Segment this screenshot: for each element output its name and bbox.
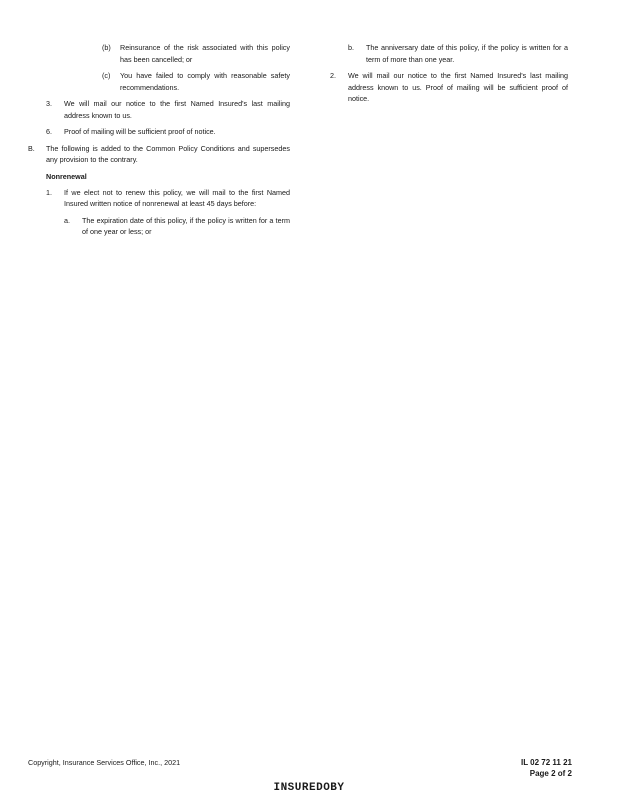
list-item-c	[28, 70, 290, 93]
section-B	[28, 143, 290, 166]
list-item-2	[330, 70, 568, 105]
list-item-6	[28, 126, 290, 138]
item-label: a.	[64, 215, 70, 225]
item-label: B.	[28, 143, 35, 153]
item-label: b.	[348, 43, 354, 52]
item-label: 2.	[330, 71, 336, 80]
item-label: (c)	[102, 71, 111, 80]
item-text: The following is added to the Common Policy Conditions and supersedes any provision to the contrary.	[46, 143, 290, 164]
item-text: The anniversary date of this policy, if the policy is written for a term of more than one year.	[366, 43, 568, 64]
nonrenewal-heading: Nonrenewal	[46, 171, 87, 181]
item-label: 6.	[46, 127, 52, 136]
list-item-3	[28, 98, 290, 121]
page-number: Page 2 of 2	[529, 769, 572, 778]
list-item-b-right	[330, 42, 568, 65]
list-item-b	[28, 42, 290, 65]
item-text: If we elect not to renew this policy, we will mail to the first Named Insured written notice of nonrenewal at least 45 days before:	[64, 187, 290, 208]
item-text: Proof of mailing will be sufficient proof of notice.	[64, 127, 216, 136]
item-text: The expiration date of this policy, if the policy is written for a term of one year or less; or	[82, 215, 290, 236]
right-column	[330, 42, 568, 110]
item-text: We will mail our notice to the first Named Insured's last mailing address known to us. Proof of mailing will be sufficient proof of notice.	[348, 71, 568, 103]
item-text: We will mail our notice to the first Named Insured's last mailing address known to us.	[64, 99, 290, 120]
left-column	[28, 42, 290, 243]
item-label: 3.	[46, 99, 52, 108]
list-item-a	[28, 215, 290, 238]
list-item-1	[28, 187, 290, 210]
copyright-notice: Copyright, Insurance Services Office, Inc., 2021	[28, 758, 181, 767]
item-label: (b)	[102, 43, 111, 52]
item-text: You have failed to comply with reasonable safety recommendations.	[120, 71, 290, 92]
item-text: Reinsurance of the risk associated with this policy has been cancelled; or	[120, 43, 290, 64]
form-number: IL 02 72 11 21	[520, 758, 572, 767]
brand-watermark: INSUREDOBY	[273, 782, 345, 794]
form-identifier	[496, 757, 572, 779]
item-label: 1.	[46, 187, 52, 197]
